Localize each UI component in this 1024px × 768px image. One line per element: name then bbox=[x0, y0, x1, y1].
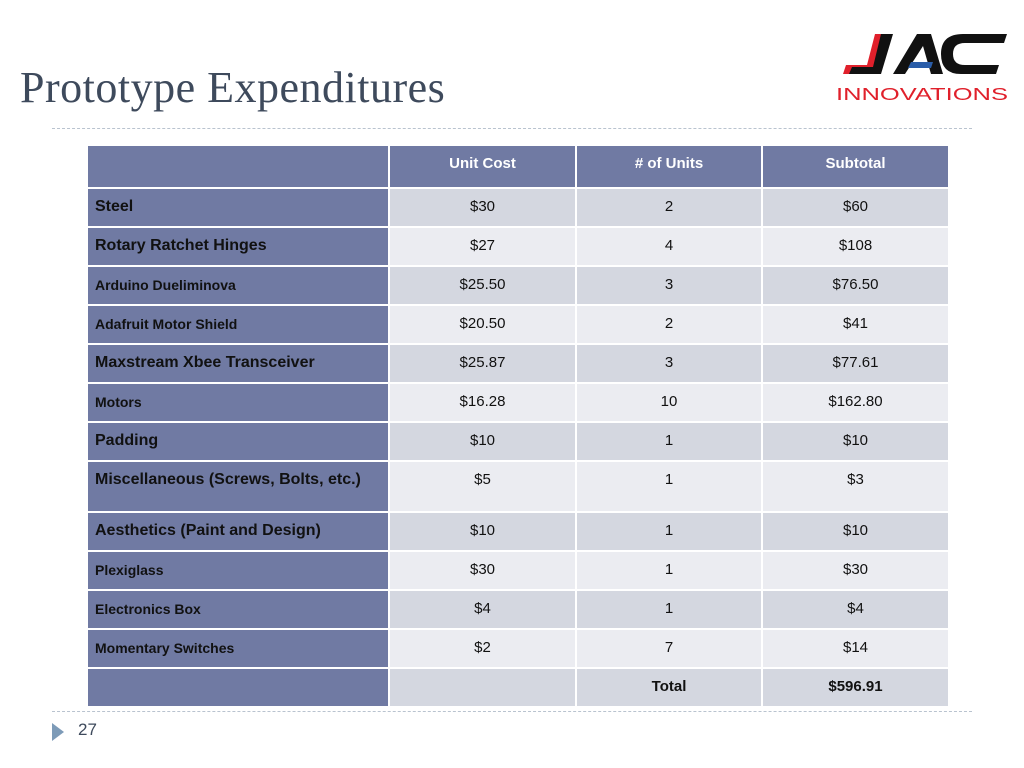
total-value: $596.91 bbox=[762, 668, 949, 707]
table-row bbox=[87, 590, 949, 629]
total-row-blank-cost bbox=[389, 668, 576, 707]
row-units: 2 bbox=[576, 305, 762, 344]
total-row-blank bbox=[87, 668, 389, 707]
row-unit-cost: $30 bbox=[389, 551, 576, 590]
row-subtotal: $10 bbox=[762, 512, 949, 551]
header-cell-subtotal: Subtotal bbox=[762, 145, 949, 188]
table-row bbox=[87, 188, 949, 227]
table-row bbox=[87, 512, 949, 551]
row-unit-cost: $30 bbox=[389, 188, 576, 227]
jac-innovations-logo bbox=[835, 28, 1010, 106]
row-subtotal: $108 bbox=[762, 227, 949, 266]
slide-title: Prototype Expenditures bbox=[20, 63, 446, 112]
row-item: Electronics Box bbox=[87, 590, 389, 629]
header-cell-unit-cost: Unit Cost bbox=[389, 145, 576, 188]
page-number: 27 bbox=[78, 720, 97, 739]
footer-divider bbox=[52, 711, 972, 712]
table-row bbox=[87, 461, 949, 512]
row-units: 3 bbox=[576, 344, 762, 383]
table-row bbox=[87, 629, 949, 668]
row-unit-cost: $10 bbox=[389, 512, 576, 551]
row-subtotal: $4 bbox=[762, 590, 949, 629]
row-item: Steel bbox=[87, 188, 389, 227]
row-subtotal: $77.61 bbox=[762, 344, 949, 383]
row-item: Maxstream Xbee Transceiver bbox=[87, 344, 389, 383]
row-item: Miscellaneous (Screws, Bolts, etc.) bbox=[87, 461, 389, 512]
row-item: Arduino Dueliminova bbox=[87, 266, 389, 305]
table-row bbox=[87, 551, 949, 590]
row-units: 7 bbox=[576, 629, 762, 668]
row-units: 1 bbox=[576, 422, 762, 461]
row-units: 1 bbox=[576, 551, 762, 590]
row-subtotal: $30 bbox=[762, 551, 949, 590]
total-label: Total bbox=[576, 668, 762, 707]
row-item: Aesthetics (Paint and Design) bbox=[87, 512, 389, 551]
row-subtotal: $3 bbox=[762, 461, 949, 512]
row-unit-cost: $10 bbox=[389, 422, 576, 461]
header-cell-item bbox=[87, 145, 389, 188]
table-row bbox=[87, 266, 949, 305]
table-row bbox=[87, 383, 949, 422]
total-row bbox=[87, 668, 949, 707]
row-units: 2 bbox=[576, 188, 762, 227]
row-item: Plexiglass bbox=[87, 551, 389, 590]
page-marker-icon bbox=[52, 723, 64, 741]
row-units: 10 bbox=[576, 383, 762, 422]
row-subtotal: $10 bbox=[762, 422, 949, 461]
table-row bbox=[87, 305, 949, 344]
row-units: 4 bbox=[576, 227, 762, 266]
row-unit-cost: $16.28 bbox=[389, 383, 576, 422]
row-item: Padding bbox=[87, 422, 389, 461]
row-unit-cost: $5 bbox=[389, 461, 576, 512]
table-header-row bbox=[87, 145, 949, 188]
logo-subtitle: INNOVATIONS bbox=[836, 84, 1008, 104]
expenditures-table bbox=[86, 144, 950, 708]
row-item: Momentary Switches bbox=[87, 629, 389, 668]
row-subtotal: $76.50 bbox=[762, 266, 949, 305]
row-subtotal: $162.80 bbox=[762, 383, 949, 422]
row-units: 1 bbox=[576, 461, 762, 512]
row-subtotal: $41 bbox=[762, 305, 949, 344]
row-units: 1 bbox=[576, 512, 762, 551]
row-subtotal: $14 bbox=[762, 629, 949, 668]
table-row bbox=[87, 344, 949, 383]
row-item: Rotary Ratchet Hinges bbox=[87, 227, 389, 266]
title-divider bbox=[52, 128, 972, 129]
row-unit-cost: $20.50 bbox=[389, 305, 576, 344]
row-unit-cost: $27 bbox=[389, 227, 576, 266]
row-unit-cost: $25.87 bbox=[389, 344, 576, 383]
row-unit-cost: $2 bbox=[389, 629, 576, 668]
row-units: 1 bbox=[576, 590, 762, 629]
row-item: Adafruit Motor Shield bbox=[87, 305, 389, 344]
row-units: 3 bbox=[576, 266, 762, 305]
row-unit-cost: $25.50 bbox=[389, 266, 576, 305]
table-row bbox=[87, 227, 949, 266]
row-unit-cost: $4 bbox=[389, 590, 576, 629]
row-subtotal: $60 bbox=[762, 188, 949, 227]
header-cell-units: # of Units bbox=[576, 145, 762, 188]
table-row bbox=[87, 422, 949, 461]
row-item: Motors bbox=[87, 383, 389, 422]
